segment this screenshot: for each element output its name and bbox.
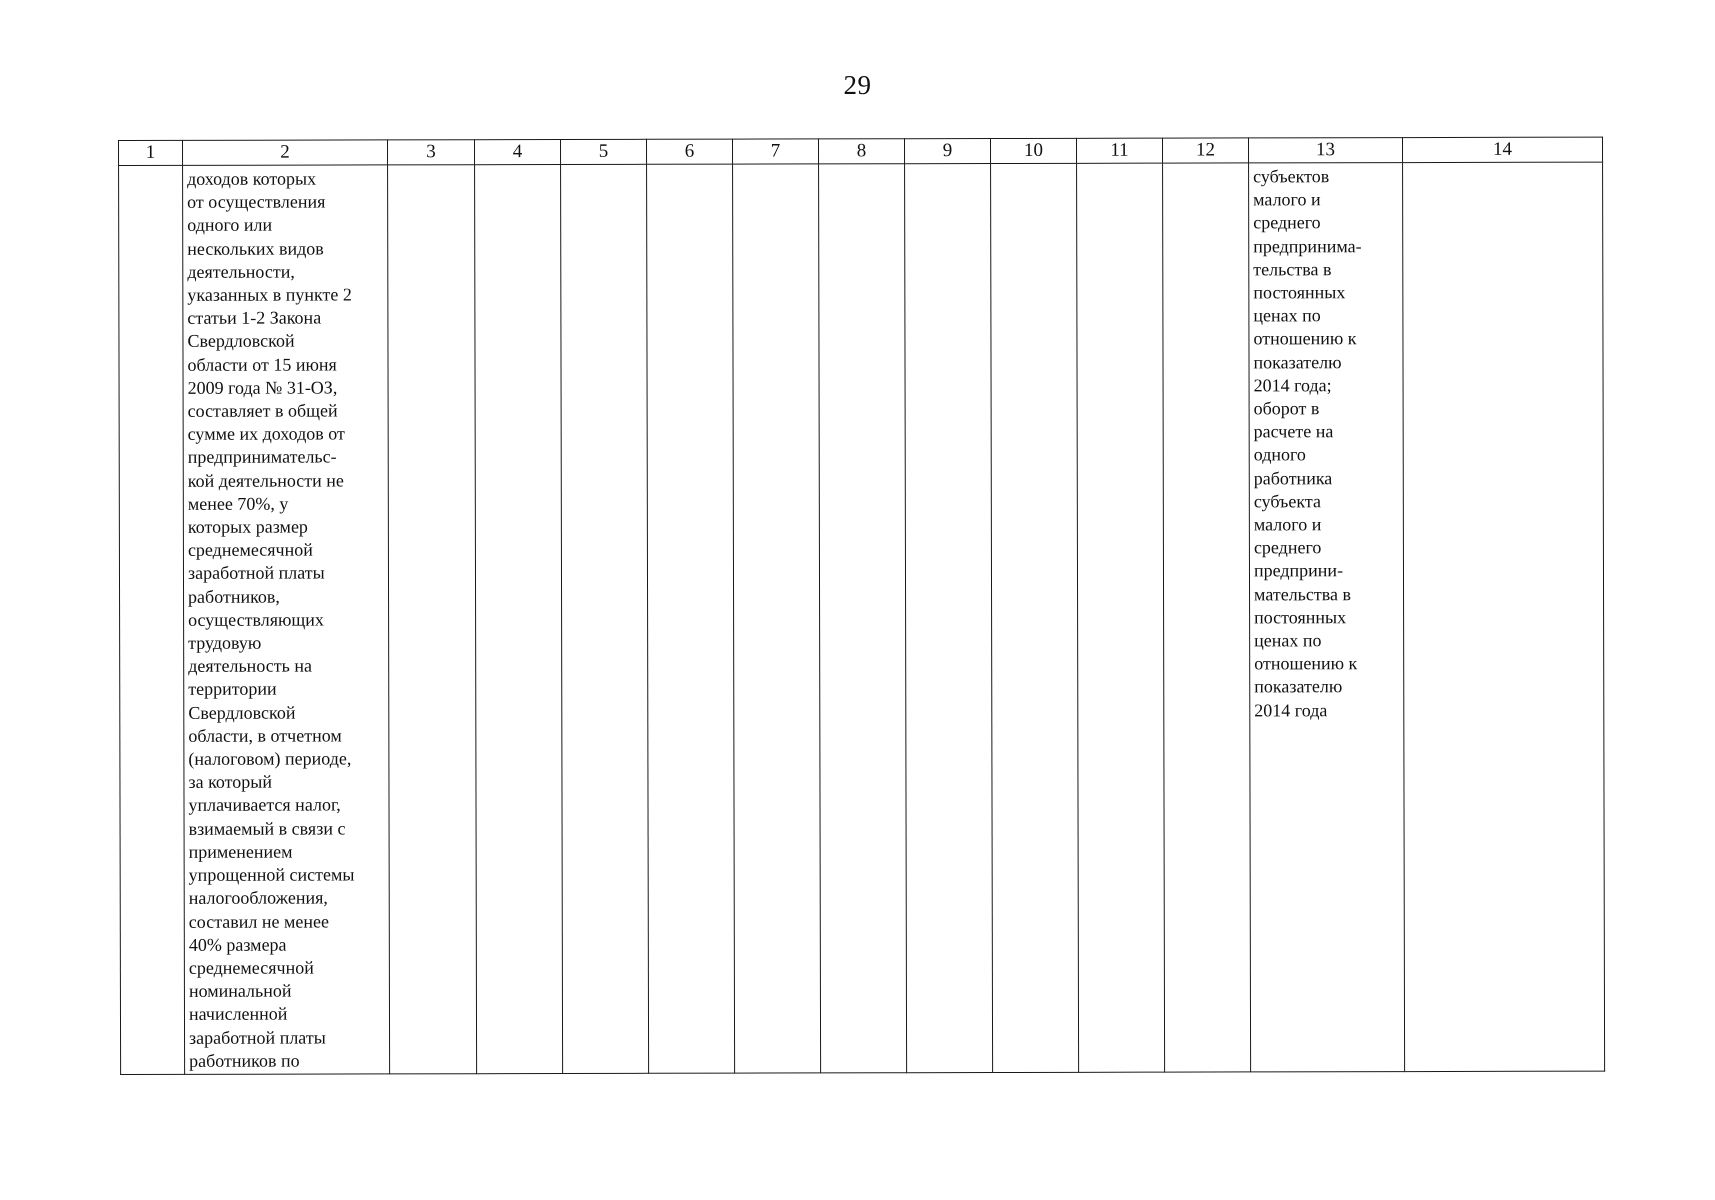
cell-col-13 — [1249, 163, 1405, 1072]
cell-col-4-text — [475, 165, 562, 1071]
cell-col-2 — [183, 165, 390, 1074]
cell-col-5-text — [561, 165, 648, 1071]
column-header-3: 3 — [388, 140, 475, 165]
column-header-1: 1 — [119, 140, 183, 165]
cell-col-8-text — [819, 164, 906, 1070]
column-header-2: 2 — [183, 140, 388, 165]
cell-col-1-text — [119, 166, 184, 1072]
column-header-9: 9 — [904, 139, 990, 164]
cell-col-4 — [475, 164, 563, 1073]
cell-col-1 — [119, 165, 185, 1074]
table-row — [119, 162, 1605, 1074]
cell-col-6-text — [647, 165, 734, 1071]
cell-col-12 — [1163, 163, 1251, 1072]
cell-col-3 — [388, 165, 477, 1074]
page-number: 29 — [843, 70, 872, 100]
cell-col-11 — [1077, 163, 1165, 1072]
cell-col-9 — [905, 164, 993, 1073]
cell-col-9-text — [905, 164, 992, 1070]
column-header-6: 6 — [646, 139, 732, 164]
column-header-11: 11 — [1076, 138, 1162, 163]
cell-col-5 — [561, 164, 649, 1073]
cell-col-7 — [733, 164, 821, 1073]
column-number-row — [119, 137, 1603, 165]
column-header-14: 14 — [1402, 137, 1602, 162]
cell-col-14-text — [1403, 163, 1604, 1069]
column-header-5: 5 — [561, 139, 647, 164]
column-header-8: 8 — [818, 139, 904, 164]
cell-col-12-text — [1163, 163, 1250, 1069]
cell-col-6 — [647, 164, 735, 1073]
cell-col-7-text — [733, 164, 820, 1070]
cell-col-2-text: доходов которых от осуществления одного или нескольких видов деятельности, указанных в пункте 2 статьи 1-2 Закона Свердловской области от 15 июня 2009 года № 31-ОЗ, составляет в общей сумме их доходов от предпринимательс- кой деятельности не менее 70%, у которых размер среднемесячной заработной платы работников, осуществляющих трудовую деятельность на территории Свердловской области, в отчетном (налоговом) периоде, за который уплачивается налог, взимаемый в связи с применением упрощенной системы налогообложения, составил не менее 40% размера среднемесячной номинальной начисленной заработной платы работников по — [187, 168, 355, 1071]
column-header-4: 4 — [475, 139, 561, 164]
cell-col-8 — [819, 164, 907, 1073]
cell-col-13-text: субъектов малого и среднего предпринима- тельства в постоянных ценах по отношению к показателю 2014 года; оборот в расчете на одного работника субъекта малого и среднего предприни- мательства в постоянных ценах по отношению к показателю 2014 года — [1253, 166, 1362, 721]
cell-col-10 — [991, 163, 1079, 1072]
column-header-12: 12 — [1162, 138, 1248, 163]
cell-col-14 — [1403, 162, 1605, 1071]
column-header-13: 13 — [1248, 138, 1402, 163]
indicators-table — [118, 137, 1605, 1075]
column-header-7: 7 — [732, 139, 818, 164]
cell-col-10-text — [991, 164, 1078, 1070]
cell-col-11-text — [1077, 164, 1164, 1070]
cell-col-3-text — [388, 165, 476, 1071]
column-header-10: 10 — [990, 138, 1076, 163]
